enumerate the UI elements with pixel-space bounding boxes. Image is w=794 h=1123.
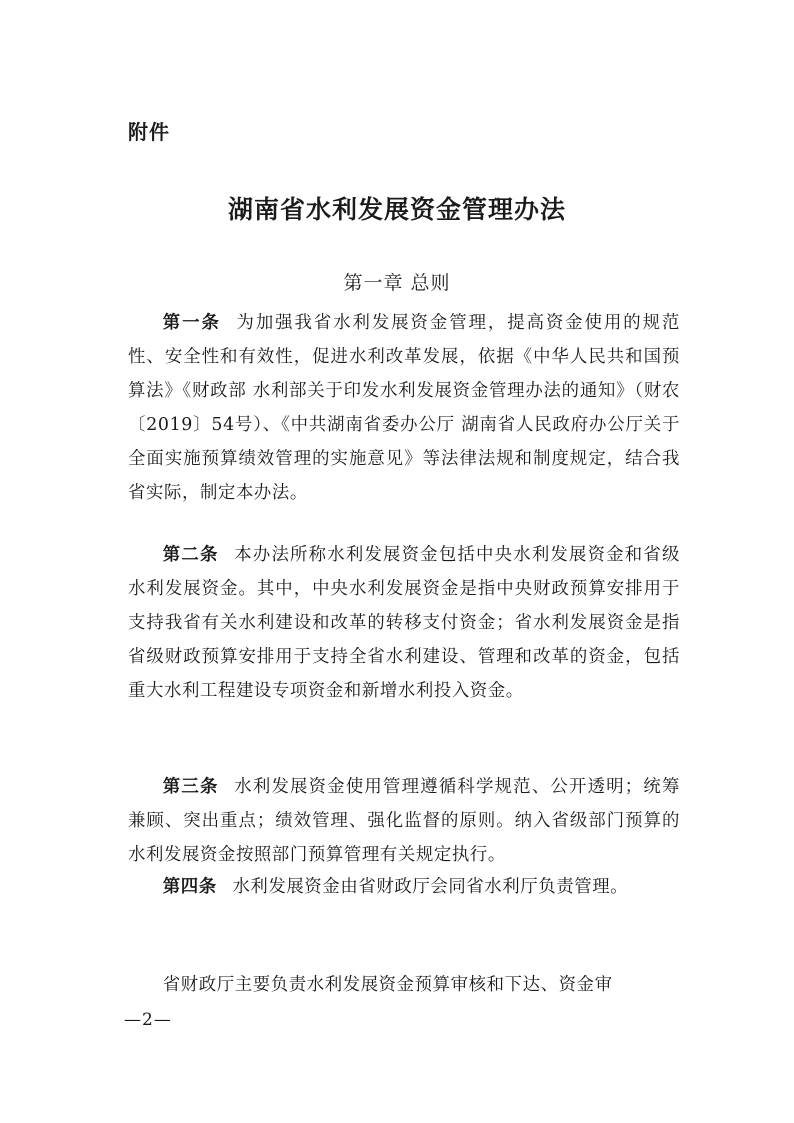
- continuation-paragraph: 省财政厅主要负责水利发展资金预算审核和下达、资金审: [162, 975, 613, 995]
- article-1-label: 第一条: [162, 313, 221, 333]
- article-3-text: 水利发展资金使用管理遵循科学规范、公开透明；统筹兼顾、突出重点；绩效管理、强化监督的原则。纳入省级部门预算的水利发展资金按照部门预算管理有关规定执行。: [128, 777, 680, 865]
- article-2: [128, 538, 680, 708]
- article-3: [128, 770, 680, 872]
- page-number: —2—: [124, 1010, 172, 1030]
- article-4-text: 水利发展资金由省财政厅会同省水利厅负责管理。: [232, 877, 629, 897]
- article-2-text: 本办法所称水利发展资金包括中央水利发展资金和省级水利发展资金。其中，中央水利发展资金是指中央财政预算安排用于支持我省有关水利建设和改革的转移支付资金；省水利发展资金是指省级财政预算安排用于支持全省水利建设、管理和改革的资金，包括重大水利工程建设专项资金和新增水利投入资金。: [128, 545, 680, 701]
- article-3-label: 第三条: [162, 777, 219, 797]
- article-1: [128, 306, 680, 510]
- article-1-text: 为加强我省水利发展资金管理，提高资金使用的规范性、安全性和有效性，促进水利改革发展，依据《中华人民共和国预算法》《财政部 水利部关于印发水利发展资金管理办法的通知》（财农〔2019〕54号）、《中共湖南省委办公厅 湖南省人民政府办公厅关于全面实施预算绩效管理的实施意见》等法律法规和制度规定，结合我省实际，制定本办法。: [128, 313, 680, 503]
- article-2-label: 第二条: [162, 545, 219, 565]
- attachment-label: 附件: [128, 120, 170, 144]
- article-4: [128, 870, 680, 904]
- article-4-label: 第四条: [162, 877, 217, 897]
- document-title: 湖南省水利发展资金管理办法: [227, 195, 566, 224]
- chapter-heading: 第一章 总则: [343, 272, 451, 294]
